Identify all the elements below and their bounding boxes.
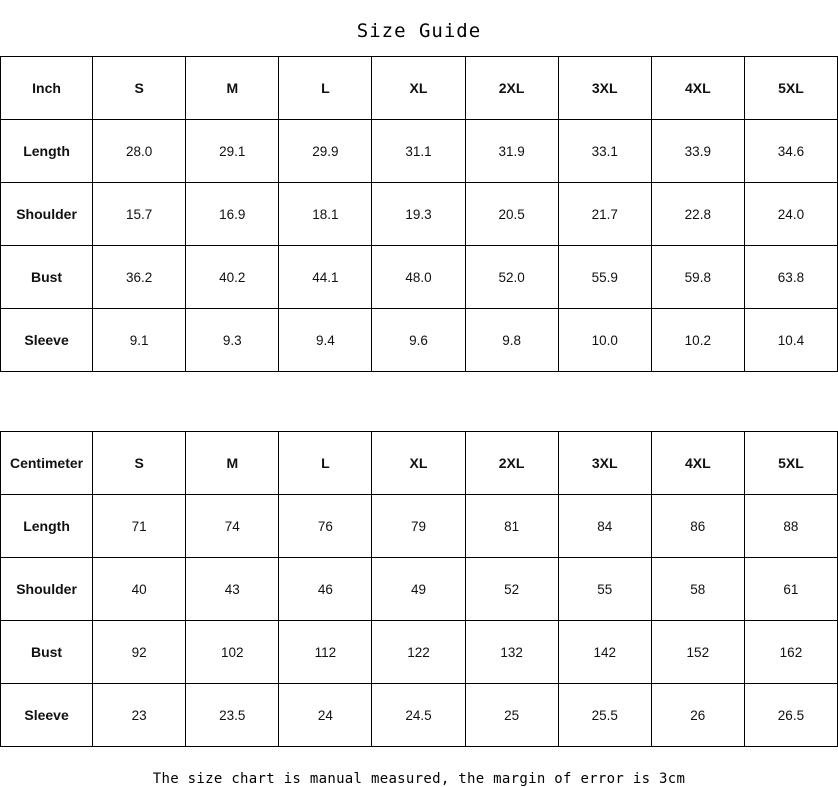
cell-sleeve-2xl: 9.8	[465, 309, 558, 372]
table-row	[1, 621, 838, 684]
cell-shoulder-4xl: 22.8	[651, 183, 744, 246]
cell-length-s: 28.0	[93, 120, 186, 183]
row-label-length: Length	[1, 495, 93, 558]
cell-length-2xl: 81	[465, 495, 558, 558]
cell-sleeve-5xl: 26.5	[744, 684, 837, 747]
row-label-sleeve: Sleeve	[1, 309, 93, 372]
size-header-m: M	[186, 57, 279, 120]
size-header-3xl: 3XL	[558, 57, 651, 120]
cell-bust-l: 44.1	[279, 246, 372, 309]
cell-shoulder-4xl: 58	[651, 558, 744, 621]
table-header-row	[1, 57, 838, 120]
cell-shoulder-m: 43	[186, 558, 279, 621]
cell-sleeve-3xl: 10.0	[558, 309, 651, 372]
size-table-centimeter	[0, 431, 838, 747]
size-header-l: L	[279, 57, 372, 120]
row-label-bust: Bust	[1, 621, 93, 684]
cell-sleeve-m: 9.3	[186, 309, 279, 372]
cell-bust-2xl: 52.0	[465, 246, 558, 309]
cell-sleeve-xl: 9.6	[372, 309, 465, 372]
row-label-bust: Bust	[1, 246, 93, 309]
cell-bust-xl: 48.0	[372, 246, 465, 309]
cell-length-4xl: 86	[651, 495, 744, 558]
size-header-3xl: 3XL	[558, 432, 651, 495]
cell-length-xl: 31.1	[372, 120, 465, 183]
cell-shoulder-l: 46	[279, 558, 372, 621]
size-header-2xl: 2XL	[465, 432, 558, 495]
cell-shoulder-xl: 19.3	[372, 183, 465, 246]
unit-header-centimeter: Centimeter	[1, 432, 93, 495]
cell-length-5xl: 88	[744, 495, 837, 558]
cell-shoulder-3xl: 55	[558, 558, 651, 621]
row-label-shoulder: Shoulder	[1, 558, 93, 621]
cell-bust-s: 92	[93, 621, 186, 684]
cell-bust-2xl: 132	[465, 621, 558, 684]
cell-bust-xl: 122	[372, 621, 465, 684]
size-header-xl: XL	[372, 432, 465, 495]
table-row	[1, 246, 838, 309]
table-row	[1, 495, 838, 558]
row-label-length: Length	[1, 120, 93, 183]
row-label-sleeve: Sleeve	[1, 684, 93, 747]
cell-shoulder-m: 16.9	[186, 183, 279, 246]
row-label-shoulder: Shoulder	[1, 183, 93, 246]
cell-length-l: 29.9	[279, 120, 372, 183]
cell-sleeve-xl: 24.5	[372, 684, 465, 747]
cell-shoulder-xl: 49	[372, 558, 465, 621]
cell-sleeve-s: 9.1	[93, 309, 186, 372]
cell-sleeve-m: 23.5	[186, 684, 279, 747]
table-separator	[0, 372, 838, 431]
cell-length-5xl: 34.6	[744, 120, 837, 183]
cell-shoulder-2xl: 20.5	[465, 183, 558, 246]
cell-bust-3xl: 55.9	[558, 246, 651, 309]
size-header-4xl: 4XL	[651, 57, 744, 120]
size-header-s: S	[93, 432, 186, 495]
cell-length-m: 74	[186, 495, 279, 558]
size-header-m: M	[186, 432, 279, 495]
cell-length-xl: 79	[372, 495, 465, 558]
cell-shoulder-2xl: 52	[465, 558, 558, 621]
cell-sleeve-s: 23	[93, 684, 186, 747]
size-header-xl: XL	[372, 57, 465, 120]
unit-header-inch: Inch	[1, 57, 93, 120]
cell-length-s: 71	[93, 495, 186, 558]
cell-sleeve-5xl: 10.4	[744, 309, 837, 372]
cell-sleeve-l: 24	[279, 684, 372, 747]
cell-length-2xl: 31.9	[465, 120, 558, 183]
size-header-5xl: 5XL	[744, 57, 837, 120]
cell-sleeve-3xl: 25.5	[558, 684, 651, 747]
cell-sleeve-2xl: 25	[465, 684, 558, 747]
cell-bust-l: 112	[279, 621, 372, 684]
cell-bust-s: 36.2	[93, 246, 186, 309]
cell-sleeve-4xl: 26	[651, 684, 744, 747]
table-row	[1, 120, 838, 183]
size-header-2xl: 2XL	[465, 57, 558, 120]
cell-bust-4xl: 152	[651, 621, 744, 684]
cell-shoulder-5xl: 24.0	[744, 183, 837, 246]
cell-length-3xl: 33.1	[558, 120, 651, 183]
cell-bust-5xl: 162	[744, 621, 837, 684]
size-header-4xl: 4XL	[651, 432, 744, 495]
cell-bust-m: 102	[186, 621, 279, 684]
size-header-s: S	[93, 57, 186, 120]
cell-shoulder-5xl: 61	[744, 558, 837, 621]
table-row	[1, 558, 838, 621]
cell-bust-m: 40.2	[186, 246, 279, 309]
cell-sleeve-4xl: 10.2	[651, 309, 744, 372]
cell-shoulder-s: 15.7	[93, 183, 186, 246]
cell-length-4xl: 33.9	[651, 120, 744, 183]
table-row	[1, 309, 838, 372]
cell-bust-3xl: 142	[558, 621, 651, 684]
measurement-disclaimer: The size chart is manual measured, the margin of error is 3cm	[152, 771, 686, 787]
table-row	[1, 183, 838, 246]
cell-length-l: 76	[279, 495, 372, 558]
cell-sleeve-l: 9.4	[279, 309, 372, 372]
size-header-l: L	[279, 432, 372, 495]
size-table-inch	[0, 56, 838, 372]
table-header-row	[1, 432, 838, 495]
cell-bust-4xl: 59.8	[651, 246, 744, 309]
size-header-5xl: 5XL	[744, 432, 837, 495]
cell-length-3xl: 84	[558, 495, 651, 558]
cell-shoulder-s: 40	[93, 558, 186, 621]
cell-shoulder-3xl: 21.7	[558, 183, 651, 246]
cell-length-m: 29.1	[186, 120, 279, 183]
cell-shoulder-l: 18.1	[279, 183, 372, 246]
table-row	[1, 684, 838, 747]
cell-bust-5xl: 63.8	[744, 246, 837, 309]
page-title: Size Guide	[356, 20, 482, 42]
